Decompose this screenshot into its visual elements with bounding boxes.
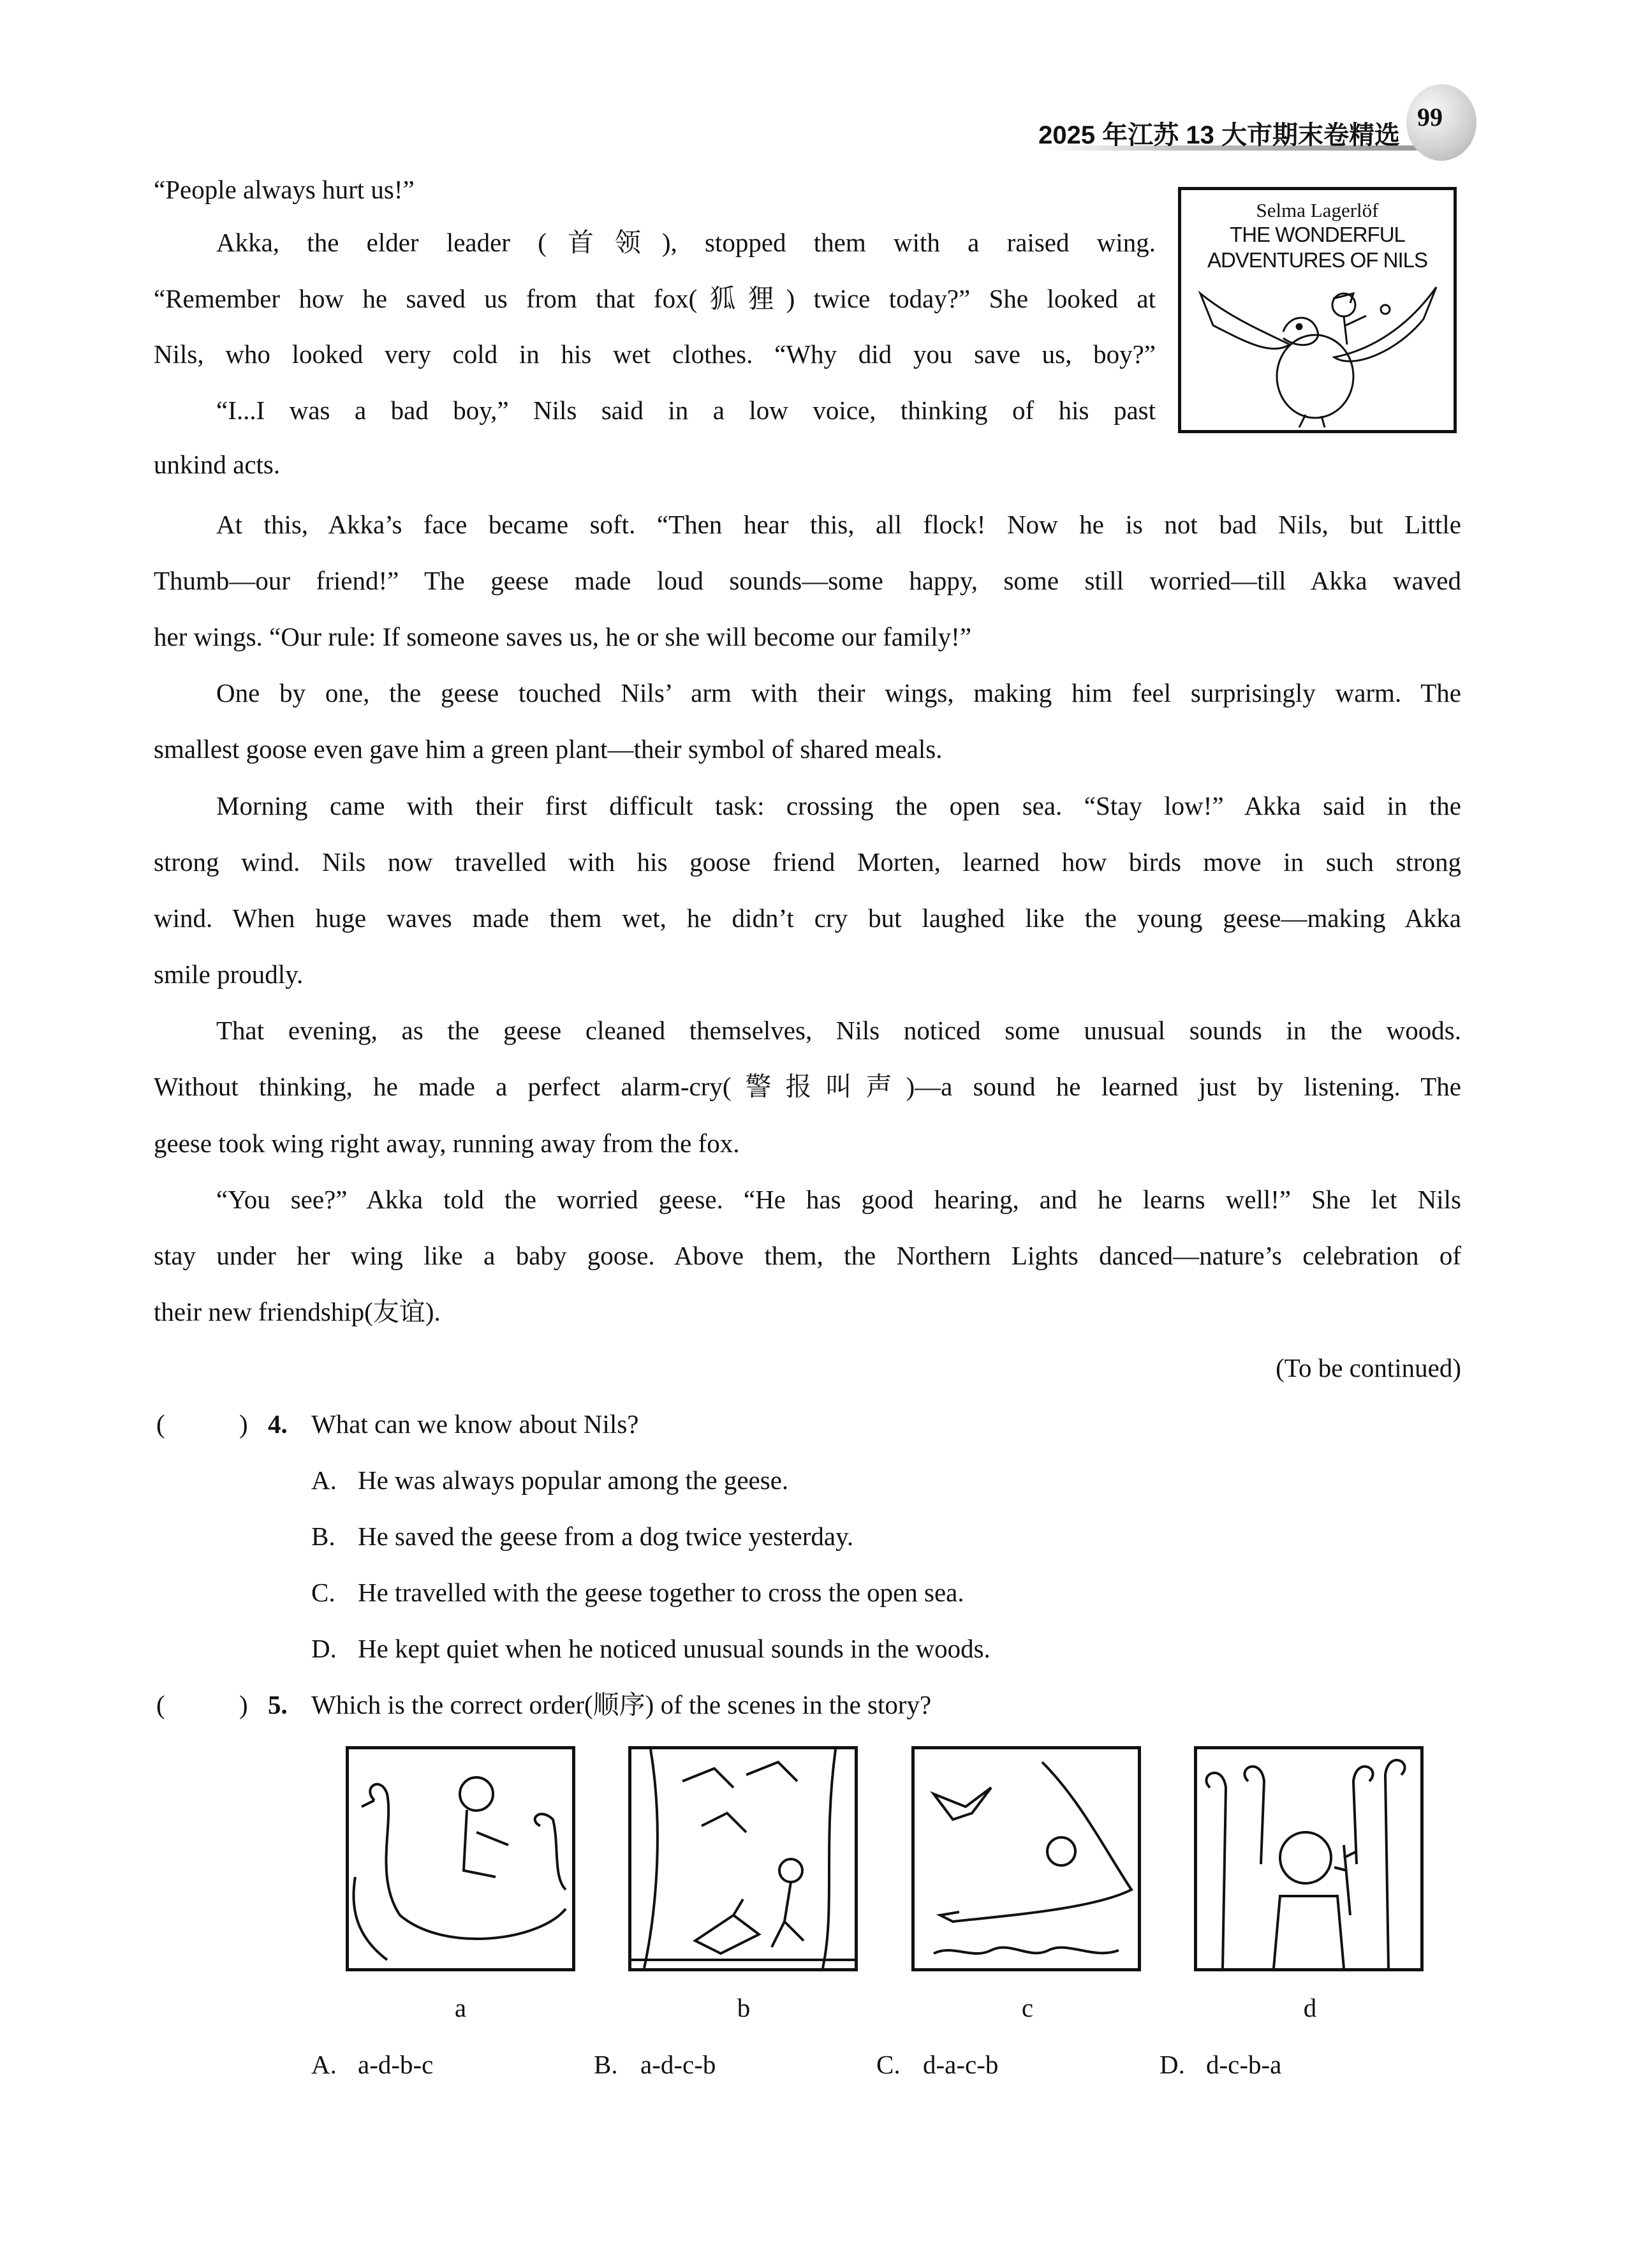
option-letter: A. xyxy=(311,2050,337,2079)
option-letter: A. xyxy=(311,1465,337,1495)
option-text: d-c-b-a xyxy=(1206,2050,1282,2079)
passage-line: their new friendship(友谊). xyxy=(154,1297,441,1326)
book-author: Selma Lagerlöf xyxy=(1256,199,1379,221)
option-letter: C. xyxy=(876,2050,901,2079)
option-text: a-d-c-b xyxy=(640,2050,716,2079)
passage-line: “Remember how he saved us from that fox(狐狸) twice today?” She looked at xyxy=(154,284,1156,313)
passage-line: geese took wing right away, running away from the fox. xyxy=(154,1129,740,1158)
passage-line: unkind acts. xyxy=(154,450,281,479)
scene-label: b xyxy=(737,1993,751,2022)
option-text: He kept quiet when he noticed unusual sounds in the woods. xyxy=(358,1634,990,1663)
scene-label: c xyxy=(1021,1993,1034,2022)
passage-line: “I...I was a bad boy,” Nils said in a low voice, thinking of his past xyxy=(216,396,1156,425)
passage-line: wind. When huge waves made them wet, he didn’t cry but laughed like the young geese—making Akka xyxy=(154,903,1461,933)
passage-line: Thumb—our friend!” The geese made loud sounds—some happy, some still worried—till Akka waved xyxy=(154,566,1461,595)
answer-blank-open[interactable]: ( xyxy=(156,1690,165,1719)
passage-line: “People always hurt us!” xyxy=(154,175,415,204)
passage-line: Akka, the elder leader (首领), stopped them with a raised wing. xyxy=(216,228,1156,257)
option-text: d-a-c-b xyxy=(923,2050,999,2079)
option-text: He was always popular among the geese. xyxy=(358,1465,789,1495)
question-number: 5. xyxy=(268,1690,288,1719)
goose-with-boy-drawing xyxy=(1194,274,1443,427)
question-text: Which is the correct order(顺序) of the scenes in the story? xyxy=(311,1690,932,1719)
header-title: 2025 年江苏 13 大市期末卷精选 xyxy=(1038,121,1400,149)
option-letter: B. xyxy=(311,1522,335,1551)
option-letter: B. xyxy=(594,2050,618,2079)
passage-line: smile proudly. xyxy=(154,960,304,989)
option-letter: C. xyxy=(311,1578,335,1607)
answer-blank-close: ) xyxy=(239,1690,248,1719)
passage-line: stay under her wing like a baby goose. Above them, the Northern Lights danced—nature’s celebration of xyxy=(154,1241,1461,1270)
book-title-line2: ADVENTURES OF NILS xyxy=(1207,248,1428,272)
passage-line: smallest goose even gave him a green plant—their symbol of shared meals. xyxy=(154,734,943,764)
passage-line: strong wind. Nils now travelled with his goose friend Morten, learned how birds move in such strong xyxy=(154,847,1461,877)
answer-blank-close: ) xyxy=(239,1409,248,1439)
question-number: 4. xyxy=(268,1409,288,1439)
passage-line: Without thinking, he made a perfect alarm-cry(警报叫声)—a sound he learned just by listening. The xyxy=(154,1072,1461,1101)
scene-b-fox-in-woods xyxy=(628,1746,858,1971)
scene-a-boy-riding-goose xyxy=(346,1746,575,1971)
book-title-line1: THE WONDERFUL xyxy=(1230,223,1405,246)
option-text: He saved the geese from a dog twice yesterday. xyxy=(358,1522,854,1551)
option-letter: D. xyxy=(311,1634,337,1663)
question-text: What can we know about Nils? xyxy=(311,1409,639,1439)
scene-c-flying-over-sea xyxy=(911,1746,1141,1971)
scene-d-boy-with-plant-among-geese xyxy=(1194,1746,1424,1971)
answer-blank-open[interactable]: ( xyxy=(156,1409,165,1439)
option-letter: D. xyxy=(1160,2050,1185,2079)
book-cover-illustration xyxy=(1178,187,1457,433)
scene-label: d xyxy=(1303,1993,1317,2022)
option-text: a-d-b-c xyxy=(358,2050,434,2079)
passage-line: Nils, who looked very cold in his wet clothes. “Why did you save us, boy?” xyxy=(154,339,1156,369)
option-text: He travelled with the geese together to cross the open sea. xyxy=(358,1578,964,1607)
passage-line: Morning came with their first difficult task: crossing the open sea. “Stay low!” Akka said in the xyxy=(216,791,1461,820)
scene-label: a xyxy=(454,1993,467,2022)
passage-line: her wings. “Our rule: If someone saves us, he or she will become our family!” xyxy=(154,622,972,651)
to-be-continued: (To be continued) xyxy=(1276,1353,1461,1382)
passage-line: At this, Akka’s face became soft. “Then hear this, all flock! Now he is not bad Nils, but Little xyxy=(216,510,1461,539)
passage-line: One by one, the geese touched Nils’ arm with their wings, making him feel surprisingly warm. The xyxy=(216,678,1461,708)
passage-line: “You see?” Akka told the worried geese. “He has good hearing, and he learns well!” She let Nils xyxy=(216,1185,1461,1214)
page-number: 99 xyxy=(1417,103,1443,131)
passage-line: That evening, as the geese cleaned themselves, Nils noticed some unusual sounds in the woods. xyxy=(216,1016,1461,1045)
